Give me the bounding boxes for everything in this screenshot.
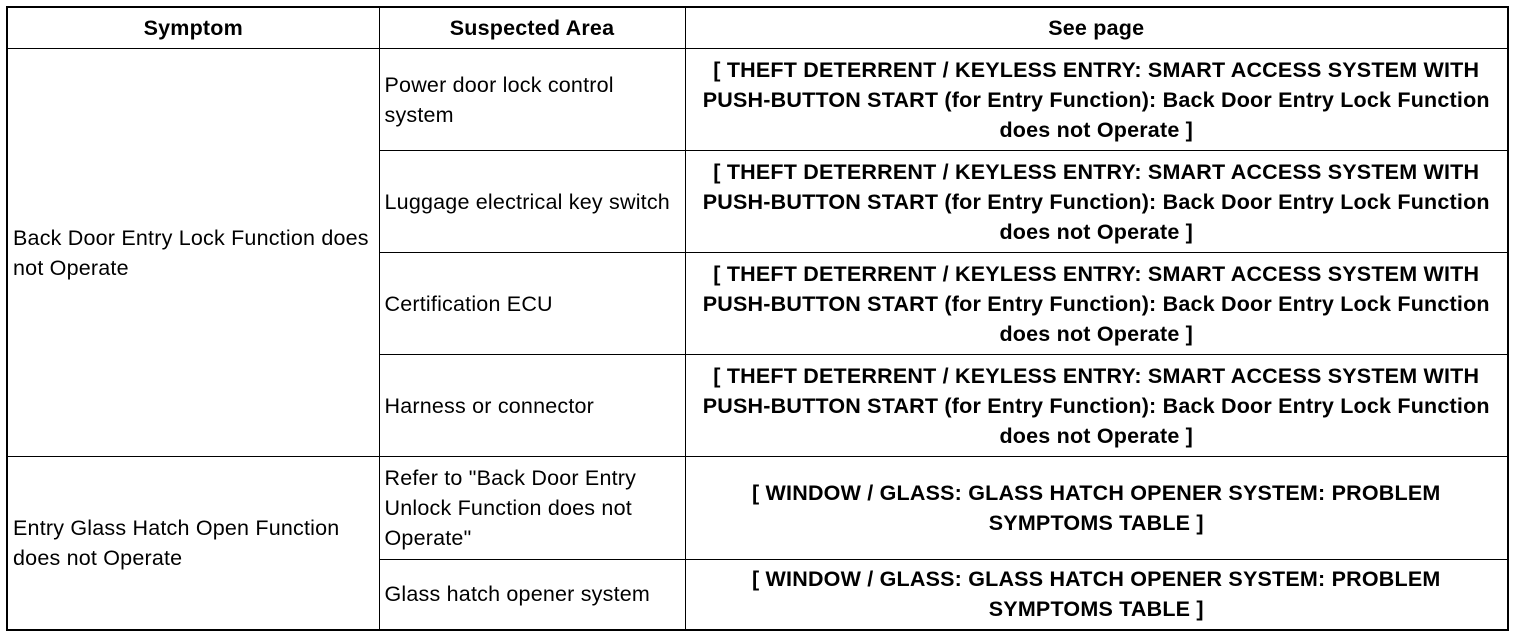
suspected-area-cell: Glass hatch opener system bbox=[379, 560, 685, 630]
header-symptom: Symptom bbox=[7, 7, 379, 49]
suspected-area-cell: Luggage electrical key switch bbox=[379, 151, 685, 253]
table-row bbox=[7, 49, 1508, 151]
table-row bbox=[7, 457, 1508, 560]
see-page-link[interactable]: [ THEFT DETERRENT / KEYLESS ENTRY: SMART ACCESS SYSTEM WITH PUSH-BUTTON START (for Entry Function): Back Door Entry Lock Function does not Operate ] bbox=[685, 355, 1508, 457]
symptom-cell: Back Door Entry Lock Function does not Operate bbox=[7, 49, 379, 457]
suspected-area-cell: Power door lock control system bbox=[379, 49, 685, 151]
suspected-area-cell: Certification ECU bbox=[379, 253, 685, 355]
table-header bbox=[7, 7, 1508, 49]
header-suspected-area: Suspected Area bbox=[379, 7, 685, 49]
suspected-area-cell: Refer to "Back Door Entry Unlock Function does not Operate" bbox=[379, 457, 685, 560]
see-page-link[interactable]: [ THEFT DETERRENT / KEYLESS ENTRY: SMART ACCESS SYSTEM WITH PUSH-BUTTON START (for Entry Function): Back Door Entry Lock Function does not Operate ] bbox=[685, 49, 1508, 151]
document-page bbox=[6, 6, 1507, 631]
see-page-link[interactable]: [ THEFT DETERRENT / KEYLESS ENTRY: SMART ACCESS SYSTEM WITH PUSH-BUTTON START (for Entry Function): Back Door Entry Lock Function does not Operate ] bbox=[685, 151, 1508, 253]
see-page-link[interactable]: [ WINDOW / GLASS: GLASS HATCH OPENER SYSTEM: PROBLEM SYMPTOMS TABLE ] bbox=[685, 560, 1508, 630]
see-page-link[interactable]: [ THEFT DETERRENT / KEYLESS ENTRY: SMART ACCESS SYSTEM WITH PUSH-BUTTON START (for Entry Function): Back Door Entry Lock Function does not Operate ] bbox=[685, 253, 1508, 355]
problem-symptoms-table bbox=[6, 6, 1509, 631]
symptom-cell: Entry Glass Hatch Open Function does not Operate bbox=[7, 457, 379, 630]
header-see-page: See page bbox=[685, 7, 1508, 49]
see-page-link[interactable]: [ WINDOW / GLASS: GLASS HATCH OPENER SYSTEM: PROBLEM SYMPTOMS TABLE ] bbox=[685, 457, 1508, 560]
header-row bbox=[7, 7, 1508, 49]
table-body bbox=[7, 49, 1508, 630]
suspected-area-cell: Harness or connector bbox=[379, 355, 685, 457]
